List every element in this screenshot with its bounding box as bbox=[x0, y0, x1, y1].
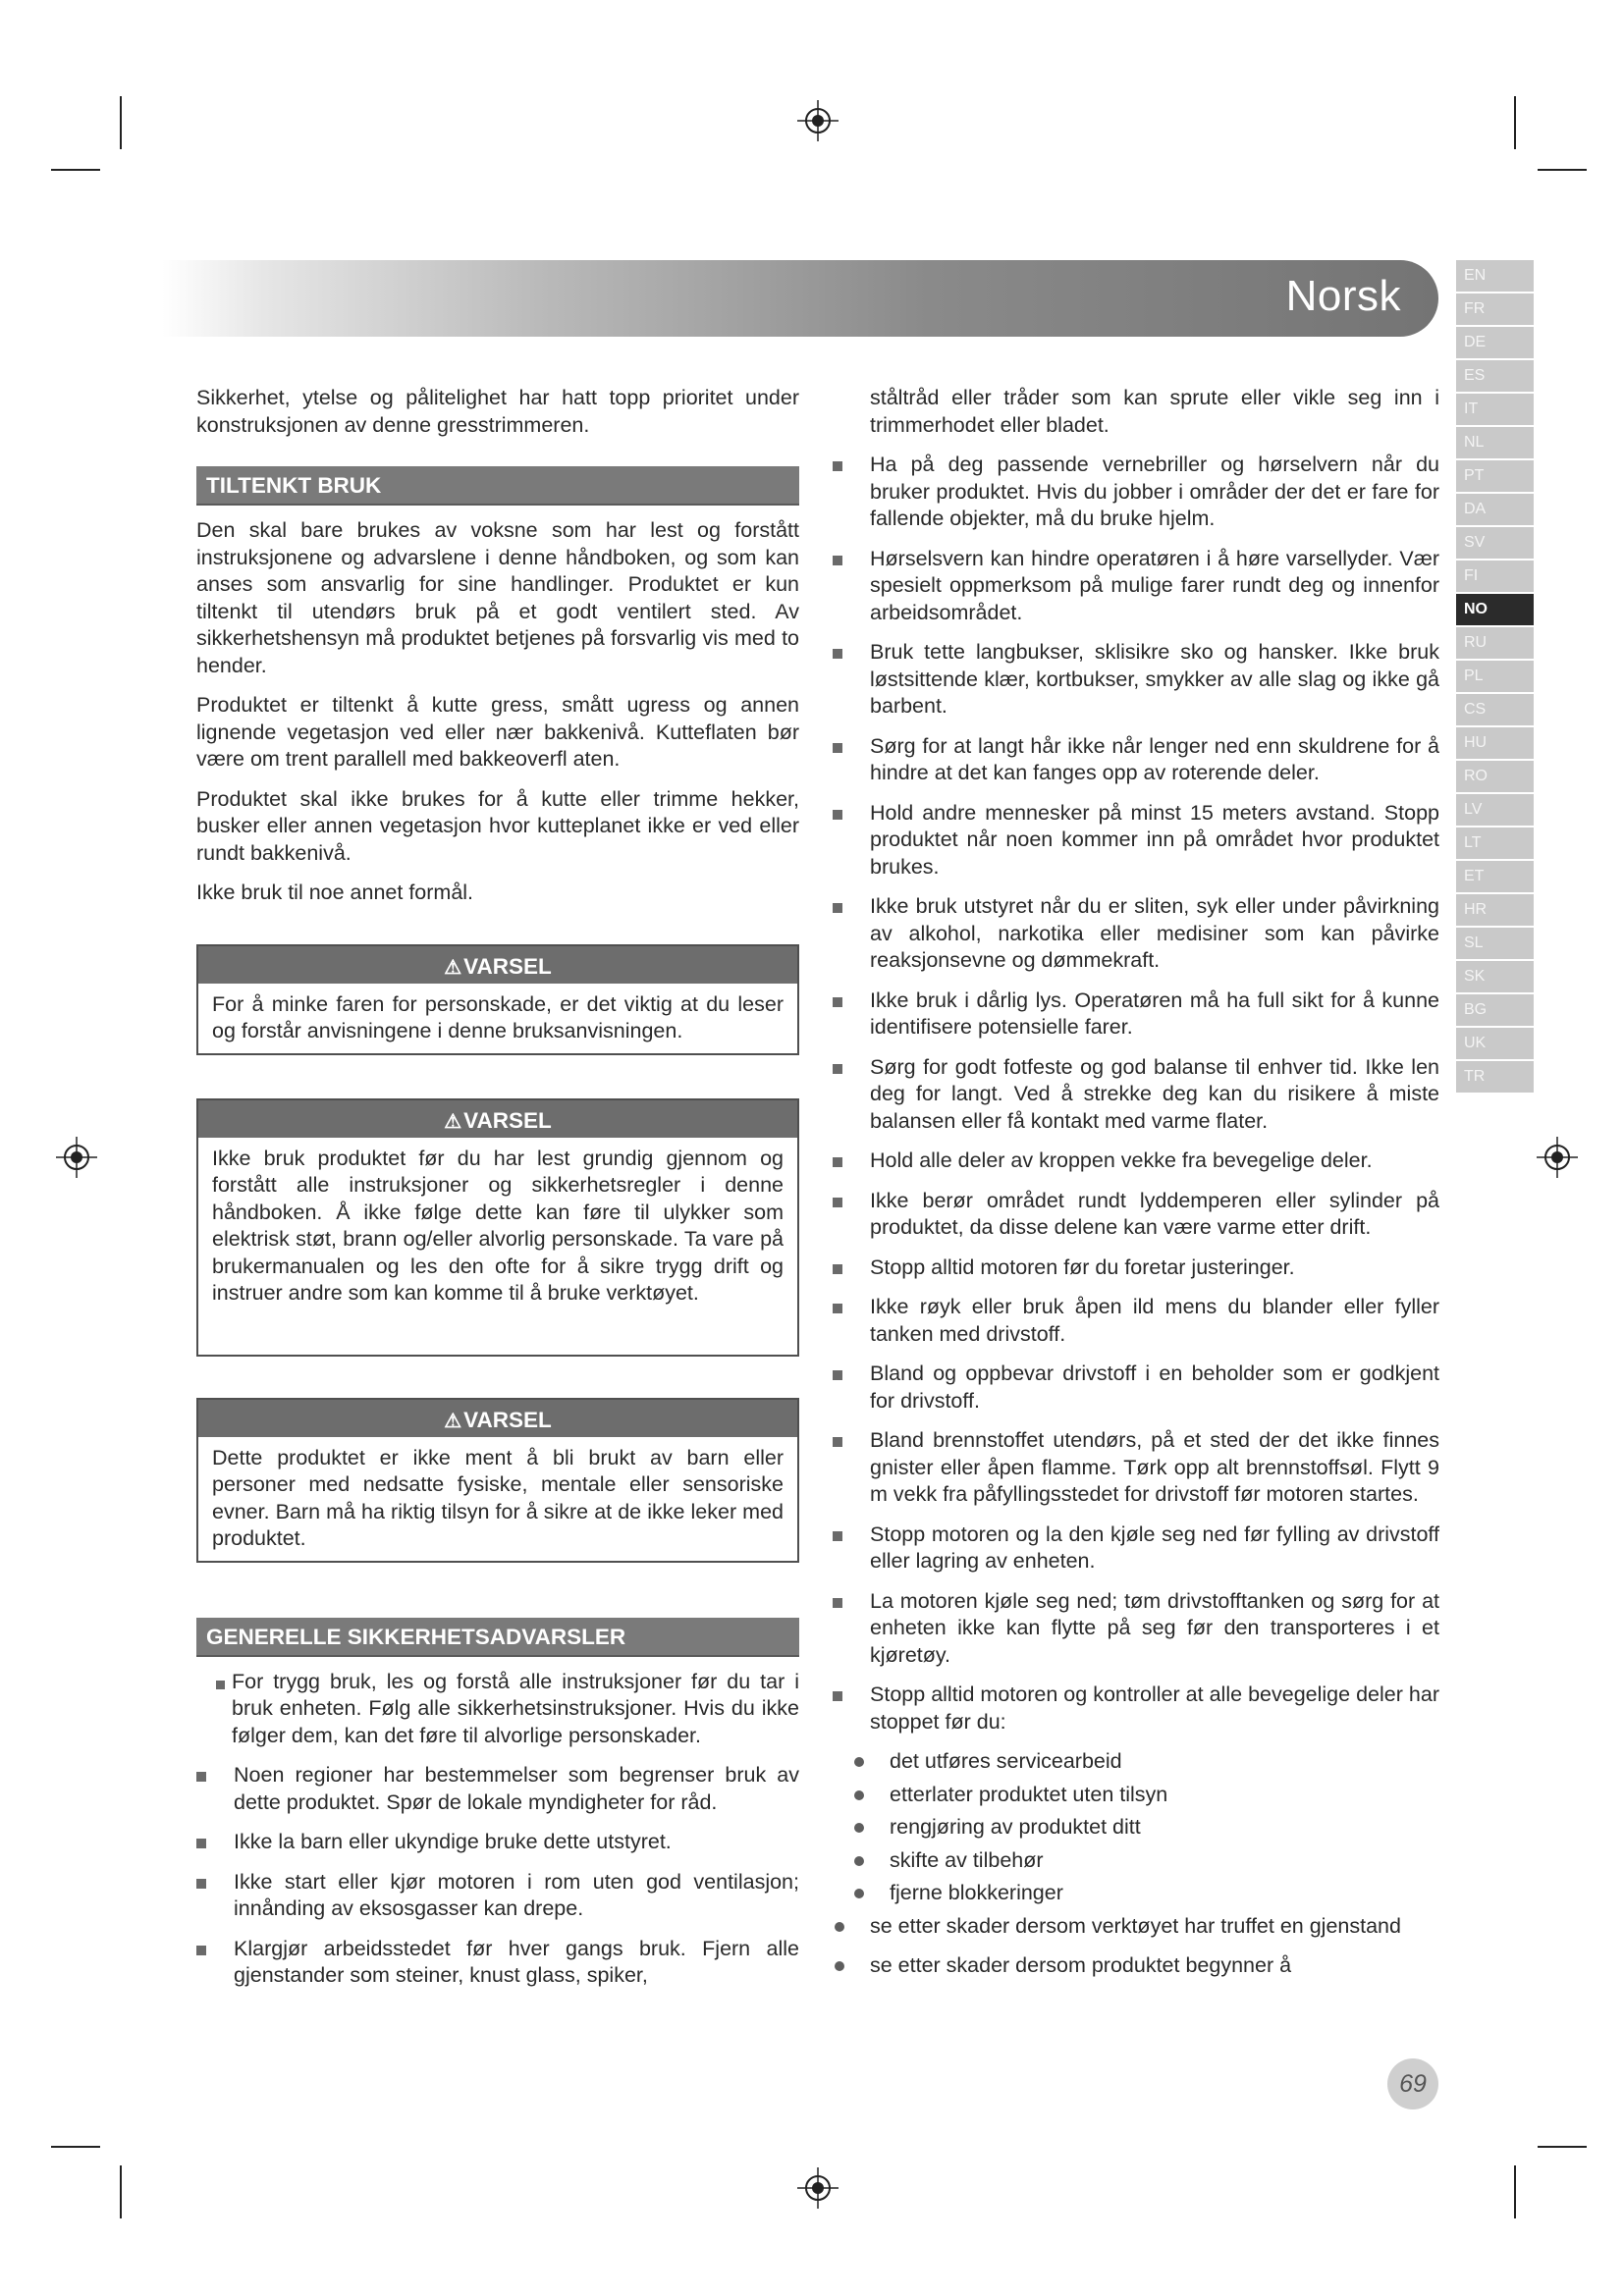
list-item: Sørg for godt fotfeste og god balanse til enhver tid. Ikke len deg for langt. Ved å strekke deg kan du risikere å miste balansen eller få kontakt med varme flater. bbox=[833, 1054, 1439, 1136]
list-item: Hold andre mennesker på minst 15 meters avstand. Stopp produktet når noen kommer inn på området hvor produktet brukes. bbox=[833, 800, 1439, 881]
sub-list bbox=[833, 1748, 1439, 1907]
language-tab-fi[interactable]: FI bbox=[1456, 561, 1534, 592]
list-item: Bland brennstoffet utendørs, på et sted der det ikke finnes gnister eller åpen flamme. Tørk opp alt brennstoffsøl. Flytt 9 m vekk fra påfyllingsstedet for drivstoff før motoren startes. bbox=[833, 1427, 1439, 1509]
language-tabs bbox=[1456, 260, 1534, 1095]
list-item: Ikke la barn eller ukyndige bruke dette utstyret. bbox=[196, 1829, 799, 1856]
dot-list bbox=[833, 1913, 1439, 1980]
language-tab-lv[interactable]: LV bbox=[1456, 794, 1534, 826]
warning-triangle-icon: ⚠ bbox=[444, 1410, 462, 1432]
language-tab-en[interactable]: EN bbox=[1456, 260, 1534, 292]
page-number: 69 bbox=[1387, 2058, 1438, 2109]
language-tab-hr[interactable]: HR bbox=[1456, 894, 1534, 926]
language-tab-pt[interactable]: PT bbox=[1456, 460, 1534, 492]
section-heading-general-safety: GENERELLE SIKKERHETSADVARSLER bbox=[196, 1618, 799, 1657]
dot-list-item: se etter skader dersom produktet begynner å bbox=[833, 1952, 1439, 1980]
language-tab-it[interactable]: IT bbox=[1456, 394, 1534, 425]
language-tab-nl[interactable]: NL bbox=[1456, 427, 1534, 458]
list-item: Ikke berør området rundt lyddemperen eller sylinder på produktet, da disse delene kan være varme etter drift. bbox=[833, 1188, 1439, 1242]
language-tab-cs[interactable]: CS bbox=[1456, 694, 1534, 725]
list-item: Ikke røyk eller bruk åpen ild mens du blander eller fyller tanken med drivstoff. bbox=[833, 1294, 1439, 1348]
warning-box bbox=[196, 944, 799, 1055]
list-item: Ha på deg passende vernebriller og hørselvern når du bruker produktet. Hvis du jobber i områder der det er fare for fallende objekter, må du bruke hjelm. bbox=[833, 452, 1439, 533]
continuation-paragraph: ståltråd eller tråder som kan sprute eller vikle seg inn i trimmerhodet eller bladet. bbox=[870, 386, 1439, 437]
language-tab-lt[interactable]: LT bbox=[1456, 828, 1534, 859]
warning-box bbox=[196, 1398, 799, 1563]
list-item: Ikke bruk utstyret når du er sliten, syk eller under påvirkning av alkohol, narkotika eller medisiner som kan påvirke reaksjonsevne og dømmekraft. bbox=[833, 893, 1439, 975]
page-title: Norsk bbox=[1285, 272, 1401, 320]
list-item: Ikke start eller kjør motoren i rom uten god ventilasjon; innånding av eksosgasser kan drepe. bbox=[196, 1869, 799, 1923]
paragraph: Produktet er tiltenkt å kutte gress, smått ugress og annen lignende vegetasjon ved eller nær bakkenivå. Kutteflaten bør være om trent parallell med bakkeoverfl aten. bbox=[196, 693, 799, 771]
warning-header bbox=[198, 946, 797, 984]
language-tab-de[interactable]: DE bbox=[1456, 327, 1534, 358]
list-item: Bland og oppbevar drivstoff i en beholder som er godkjent for drivstoff. bbox=[833, 1361, 1439, 1415]
list-item: Stopp motoren og la den kjøle seg ned før fylling av drivstoff eller lagring av enheten. bbox=[833, 1522, 1439, 1575]
language-tab-es[interactable]: ES bbox=[1456, 360, 1534, 392]
warning-title: VARSEL bbox=[463, 953, 552, 979]
list-item: Ikke bruk i dårlig lys. Operatøren må ha full sikt for å kunne identifisere potensielle farer. bbox=[833, 988, 1439, 1041]
sub-list-item: etterlater produktet uten tilsyn bbox=[833, 1782, 1439, 1809]
language-tab-pl[interactable]: PL bbox=[1456, 661, 1534, 692]
dot-list-item: se etter skader dersom verktøyet har truffet en gjenstand bbox=[833, 1913, 1439, 1941]
general-safety-list bbox=[196, 1669, 799, 1990]
language-tab-hu[interactable]: HU bbox=[1456, 727, 1534, 759]
warning-header bbox=[198, 1100, 797, 1138]
right-column bbox=[833, 385, 1439, 1993]
warning-text: Dette produktet er ikke ment å bli brukt av barn eller personer med nedsatte fysiske, mentale eller sensoriske evner. Barn må ha riktig tilsyn for å sikre at de ikke leker med produktet. bbox=[212, 1445, 784, 1550]
warning-triangle-icon: ⚠ bbox=[444, 956, 462, 979]
warning-text: For å minke faren for personskade, er det viktig at du leser og forstår anvisningene i denne bruksanvisningen. bbox=[212, 991, 784, 1042]
list-item: Stopp alltid motoren og kontroller at alle bevegelige deler har stoppet før du: bbox=[833, 1682, 1439, 1735]
warning-text: Ikke bruk produktet før du har lest grundig gjennom og forstått alle instruksjoner og sikkerhetsregler i denne håndboken. Å ikke følge dette kan føre til ulykker som elektrisk støt, brann og/eller alvorlig personskade. Ta vare på brukermanualen og les den ofte for å sikre trygg drift og instruer andre som kan komme til å bruke verktøyet. bbox=[212, 1146, 784, 1305]
paragraph: Ikke bruk til noe annet formål. bbox=[196, 881, 474, 904]
crosshair-registration-icon bbox=[797, 2167, 839, 2209]
list-item: Sørg for at langt hår ikke når lenger ned enn skuldrene for å hindre at det kan fanges opp av roterende deler. bbox=[833, 733, 1439, 787]
paragraph: Produktet skal ikke brukes for å kutte eller trimme hekker, busker eller annen vegetasjon hvor kutteplanet ikke er ved eller rundt bakkenivå. bbox=[196, 786, 799, 865]
list-item: Hold alle deler av kroppen vekke fra bevegelige deler. bbox=[833, 1148, 1439, 1175]
safety-list bbox=[833, 452, 1439, 1735]
header-band bbox=[162, 260, 1438, 337]
crosshair-registration-icon bbox=[1537, 1137, 1578, 1178]
crop-mark bbox=[1514, 96, 1516, 149]
language-tab-da[interactable]: DA bbox=[1456, 494, 1534, 525]
list-item: Stopp alltid motoren før du foretar justeringer. bbox=[833, 1255, 1439, 1282]
list-item: Noen regioner har bestemmelser som begrenser bruk av dette produktet. Spør de lokale myndigheter for råd. bbox=[196, 1762, 799, 1816]
language-tab-sl[interactable]: SL bbox=[1456, 928, 1534, 959]
language-tab-sv[interactable]: SV bbox=[1456, 527, 1534, 559]
crop-mark bbox=[1538, 169, 1587, 171]
crop-mark bbox=[51, 169, 100, 171]
crop-mark bbox=[1514, 2165, 1516, 2218]
list-item: For trygg bruk, les og forstå alle instruksjoner før du tar i bruk enheten. Følg alle sikkerhetsinstruksjoner. Hvis du ikke følger dem, kan det føre til alvorlige personskader. bbox=[196, 1669, 799, 1750]
warning-header bbox=[198, 1400, 797, 1437]
paragraph: Den skal bare brukes av voksne som har lest og forstått instruksjonene og advarslene i denne håndboken, og som kan anses som ansvarlig for sine handlinger. Produktet er kun tiltenkt til utendørs bruk på et godt ventilert sted. Av sikkerhetshensyn må produktet betjenes på forsvarlig vis med to hender. bbox=[196, 518, 799, 677]
warning-triangle-icon: ⚠ bbox=[444, 1110, 462, 1133]
intro-paragraph: Sikkerhet, ytelse og pålitelighet har hatt topp prioritet under konstruksjonen av denne gresstrimmeren. bbox=[196, 386, 799, 437]
warning-title: VARSEL bbox=[463, 1107, 552, 1133]
warning-title: VARSEL bbox=[463, 1407, 552, 1432]
language-tab-tr[interactable]: TR bbox=[1456, 1061, 1534, 1093]
crop-mark bbox=[1538, 2146, 1587, 2148]
language-tab-ru[interactable]: RU bbox=[1456, 627, 1534, 659]
language-tab-uk[interactable]: UK bbox=[1456, 1028, 1534, 1059]
left-column bbox=[196, 385, 799, 2002]
list-item: Bruk tette langbukser, sklisikre sko og hansker. Ikke bruk løstsittende klær, kortbukser, smykker av alle slag og ikke gå barbent. bbox=[833, 639, 1439, 721]
sub-list-item: rengjøring av produktet ditt bbox=[833, 1814, 1439, 1842]
list-item: La motoren kjøle seg ned; tøm drivstofftanken og sørg for at enheten ikke kan flytte på seg før den transporteres i et kjøretøy. bbox=[833, 1588, 1439, 1670]
crop-mark bbox=[120, 2165, 122, 2218]
language-tab-bg[interactable]: BG bbox=[1456, 994, 1534, 1026]
language-tab-ro[interactable]: RO bbox=[1456, 761, 1534, 792]
list-item: Klargjør arbeidsstedet før hver gangs bruk. Fjern alle gjenstander som steiner, knust glass, spiker, bbox=[196, 1936, 799, 1990]
crop-mark bbox=[120, 96, 122, 149]
warning-box bbox=[196, 1098, 799, 1357]
section-heading-intended-use: TILTENKT BRUK bbox=[196, 466, 799, 506]
language-tab-et[interactable]: ET bbox=[1456, 861, 1534, 892]
crosshair-registration-icon bbox=[797, 100, 839, 141]
crop-mark bbox=[51, 2146, 100, 2148]
sub-list-item: skifte av tilbehør bbox=[833, 1847, 1439, 1875]
language-tab-no[interactable]: NO bbox=[1456, 594, 1534, 625]
sub-list-item: fjerne blokkeringer bbox=[833, 1880, 1439, 1907]
language-tab-sk[interactable]: SK bbox=[1456, 961, 1534, 992]
sub-list-item: det utføres servicearbeid bbox=[833, 1748, 1439, 1776]
list-item: Hørselsvern kan hindre operatøren i å høre varsellyder. Vær spesielt oppmerksom på mulige farer rundt deg og innenfor arbeidsområdet. bbox=[833, 546, 1439, 627]
crosshair-registration-icon bbox=[56, 1137, 97, 1178]
language-tab-fr[interactable]: FR bbox=[1456, 294, 1534, 325]
